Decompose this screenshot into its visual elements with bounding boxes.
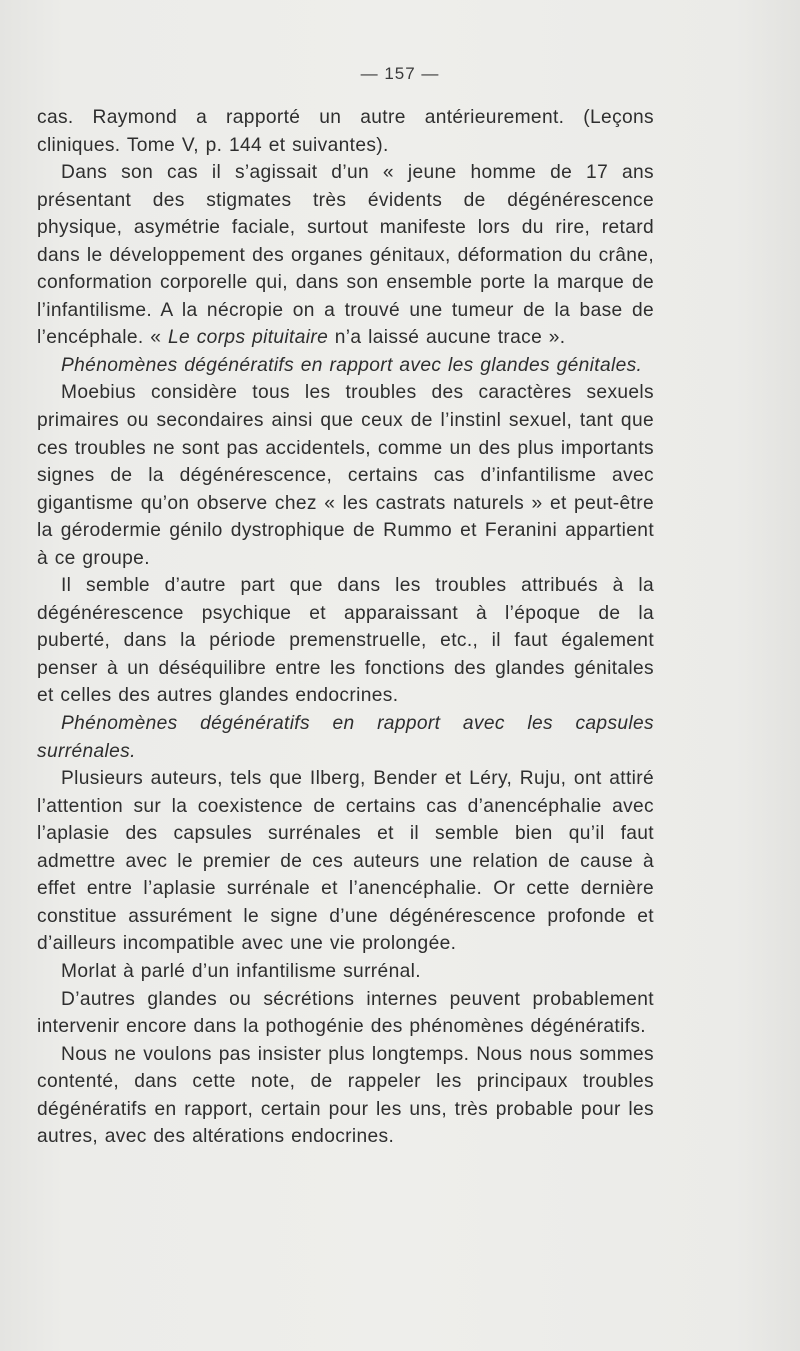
paragraph xyxy=(37,765,654,958)
paragraph xyxy=(37,958,654,986)
paragraph xyxy=(37,572,654,710)
text-run: Plusieurs auteurs, tels que Ilberg, Bender et Léry, Ruju, ont attiré l’attention sur la coexistence de certains cas d’anencéphalie avec l’aplasie des capsules surrénales et il semble bien qu’il faut admettre avec le premier de ces auteurs une relation de cause à effet entre l’aplasie surrénale et l’anencéphalie. Or cette dernière constitue assurément le signe d’une dégénérescence profonde et d’ailleurs incompatible avec une vie prolongée. xyxy=(37,768,654,955)
body-text xyxy=(37,104,654,1151)
paragraph xyxy=(37,710,654,765)
text-run: Nous ne voulons pas insister plus longtemps. Nous nous sommes contenté, dans cette note, de rappeler les principaux troubles dégénératifs en rapport, certain pour les uns, très probable pour les autres, avec des altérations endocrines. xyxy=(37,1043,654,1148)
paragraph xyxy=(37,104,654,159)
paragraph xyxy=(37,159,654,352)
page-number: — 157 — xyxy=(360,64,440,83)
italic-text: Phénomènes dégénératifs en rapport avec les capsules surrénales. xyxy=(37,713,654,762)
italic-text: Phénomènes dégénératifs en rapport avec les glandes génitales. xyxy=(61,354,643,376)
text-run: n’a laissé aucune trace ». xyxy=(328,327,566,349)
paragraph xyxy=(37,986,654,1041)
paragraph xyxy=(37,379,654,572)
paragraph xyxy=(37,352,654,380)
paragraph xyxy=(37,1041,654,1151)
text-run: Dans son cas il s’agissait d’un « jeune homme de 17 ans présentant des stigmates très évidents de dégénérescence physique, asymétrie faciale, surtout manifeste lors du rire, retard dans le développement des organes génitaux, déformation du crâne, conformation corporelle qui, dans son ensemble porte la marque de l’infantilisme. A la nécropie on a trouvé une tumeur de la base de l’encéphale. « xyxy=(37,162,654,349)
text-run: cas. Raymond a rapporté un autre antérieurement. (Leçons cliniques. Tome V, p. 144 et suivantes). xyxy=(37,107,654,156)
text-run: D’autres glandes ou sécrétions internes peuvent probablement intervenir encore dans la pothogénie des phénomènes dégénératifs. xyxy=(37,988,654,1038)
text-run: Morlat à parlé d’un infantilisme surrénal. xyxy=(61,960,421,982)
text-run: Il semble d’autre part que dans les troubles attribués à la dégénérescence psychique et apparaissant à l’époque de la puberté, dans la période premenstruelle, etc., il faut également penser à un déséquilibre entre les fonctions des glandes génitales et celles des autres glandes endocrines. xyxy=(37,575,654,707)
text-run: Moebius considère tous les troubles des caractères sexuels primaires ou secondaires ainsi que ceux de l’instinl sexuel, tant que ces troubles ne sont pas accidentels, comme un des plus importants signes de la dégénérescence, certains cas d’infantilisme avec gigantisme qu’on observe chez « les castrats naturels » et peut-être la gérodermie génilo dystrophique de Rummo et Feranini appartient à ce groupe. xyxy=(37,382,654,569)
italic-text: Le corps pituitaire xyxy=(168,327,329,349)
